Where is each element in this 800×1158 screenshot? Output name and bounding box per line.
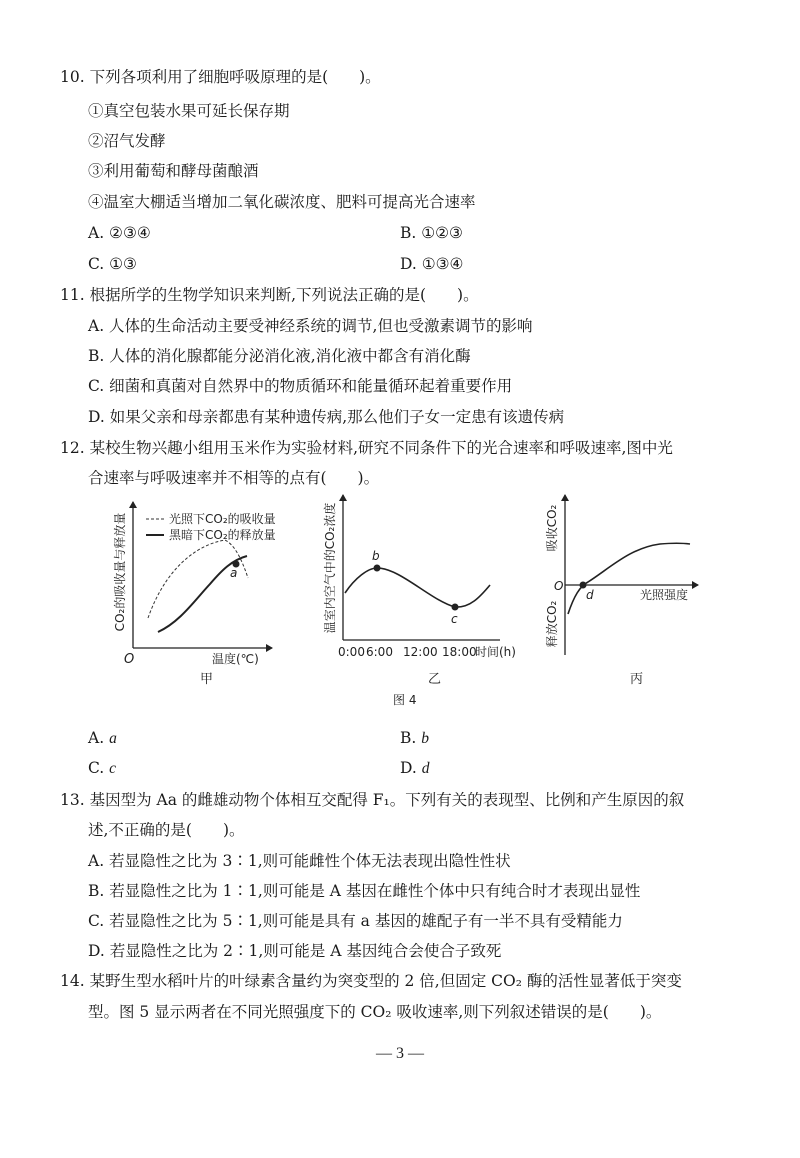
- q13-option-d: D. 若显隐性之比为 2∶1,则可能是 A 基因纯合会使合子致死: [88, 942, 502, 960]
- yi-point-c: [452, 604, 459, 611]
- bing-ylabel-bottom: 释放CO₂: [545, 600, 559, 648]
- q13-option-c: C. 若显隐性之比为 5∶1,则可能是具有 a 基因的雄配子有一半不具有受精能力: [88, 912, 623, 930]
- yi-point-b: [374, 565, 381, 572]
- bing-origin: O: [554, 579, 564, 593]
- bing-label-d: d: [586, 588, 594, 602]
- q14-stem-line2: 型。图 5 显示两者在不同光照强度下的 CO₂ 吸收速率,则下列叙述错误的是( )。: [88, 1003, 662, 1021]
- yi-panel-label: 乙: [428, 672, 442, 687]
- yi-series-co2: [345, 568, 490, 607]
- q12-stem-line2: 合速率与呼吸速率并不相等的点有( )。: [88, 469, 380, 487]
- jia-label-a: a: [230, 566, 238, 580]
- yi-tick-12: 12:00: [403, 645, 438, 659]
- q12-stem-line1: 12. 某校生物兴趣小组用玉米作为实验材料,研究不同条件下的光合速率和呼吸速率,图中光: [60, 439, 673, 457]
- bing-ylabel-top: 吸收CO₂: [545, 504, 559, 552]
- q10-option-c: C. ①③: [88, 255, 137, 273]
- q10-option-b: B. ①②③: [400, 224, 463, 242]
- q13-stem-line2: 述,不正确的是( )。: [88, 821, 245, 839]
- q10-option-d: D. ①③④: [400, 255, 464, 273]
- bing-series: [568, 543, 690, 614]
- q13-option-a: A. 若显隐性之比为 3∶1,则可能雌性个体无法表现出隐性性状: [88, 852, 511, 870]
- jia-legend-light: 光照下CO₂的吸收量: [169, 512, 276, 526]
- q13-stem-line1: 13. 基因型为 Aa 的雌雄动物个体相互交配得 F₁。下列有关的表现型、比例和产生原因的叙: [60, 791, 685, 809]
- q10-option-a: A. ②③④: [88, 224, 151, 242]
- q11-option-a: A. 人体的生命活动主要受神经系统的调节,但也受激素调节的影响: [88, 317, 533, 335]
- q13-option-b: B. 若显隐性之比为 1∶1,则可能是 A 基因在雌性个体中只有纯合时才表现出显性: [88, 882, 641, 900]
- q11-stem: 11. 根据所学的生物学知识来判断,下列说法正确的是( )。: [60, 286, 479, 304]
- chart-bing: [544, 495, 698, 687]
- q10-item-4: ④温室大棚适当增加二氧化碳浓度、肥料可提高光合速率: [88, 193, 476, 211]
- jia-panel-label: 甲: [200, 672, 214, 687]
- q11-option-c: C. 细菌和真菌对自然界中的物质循环和能量循环起着重要作用: [88, 377, 513, 395]
- q10-stem: 10. 下列各项利用了细胞呼吸原理的是( )。: [60, 68, 381, 86]
- q10-item-2: ②沼气发酵: [88, 132, 166, 150]
- q12-option-b: B. b: [400, 729, 430, 747]
- figure-caption: 图 4: [393, 693, 417, 707]
- jia-legend-dark: 黑暗下CO₂的释放量: [169, 528, 276, 542]
- q10-item-3: ③利用葡萄和酵母菌酿酒: [88, 162, 259, 180]
- chart-jia: [112, 502, 276, 687]
- q11-option-d: D. 如果父亲和母亲都患有某种遗传病,那么他们子女一定患有该遗传病: [88, 408, 565, 426]
- yi-label-b: b: [372, 549, 380, 563]
- bing-panel-label: 丙: [630, 672, 644, 687]
- chart-yi: [322, 495, 516, 687]
- yi-tick-6: 6:00: [366, 645, 393, 659]
- figure-4: [0, 490, 800, 720]
- q12-option-d: D. d: [400, 759, 430, 777]
- bing-xlabel: 光照强度: [640, 588, 689, 602]
- q12-option-c: C. c: [88, 759, 117, 777]
- yi-tick-18: 18:00: [442, 645, 477, 659]
- yi-label-c: c: [451, 612, 458, 626]
- jia-origin: O: [124, 652, 135, 667]
- yi-tick-0: 0:00: [338, 645, 365, 659]
- q14-stem-line1: 14. 某野生型水稻叶片的叶绿素含量约为突变型的 2 倍,但固定 CO₂ 酶的活性显著低于突变: [60, 972, 682, 990]
- q11-option-b: B. 人体的消化腺都能分泌消化液,消化液中都含有消化酶: [88, 347, 471, 365]
- jia-ylabel: CO₂的吸收量与释放量: [113, 512, 127, 632]
- yi-ylabel: 温室内空气中的CO₂浓度: [323, 502, 337, 634]
- yi-xlabel: 时间(h): [475, 645, 516, 659]
- page-number: — 3 —: [376, 1045, 424, 1062]
- jia-xlabel: 温度(℃): [212, 652, 259, 666]
- q10-item-1: ①真空包装水果可延长保存期: [88, 102, 290, 120]
- q12-option-a: A. a: [88, 729, 117, 747]
